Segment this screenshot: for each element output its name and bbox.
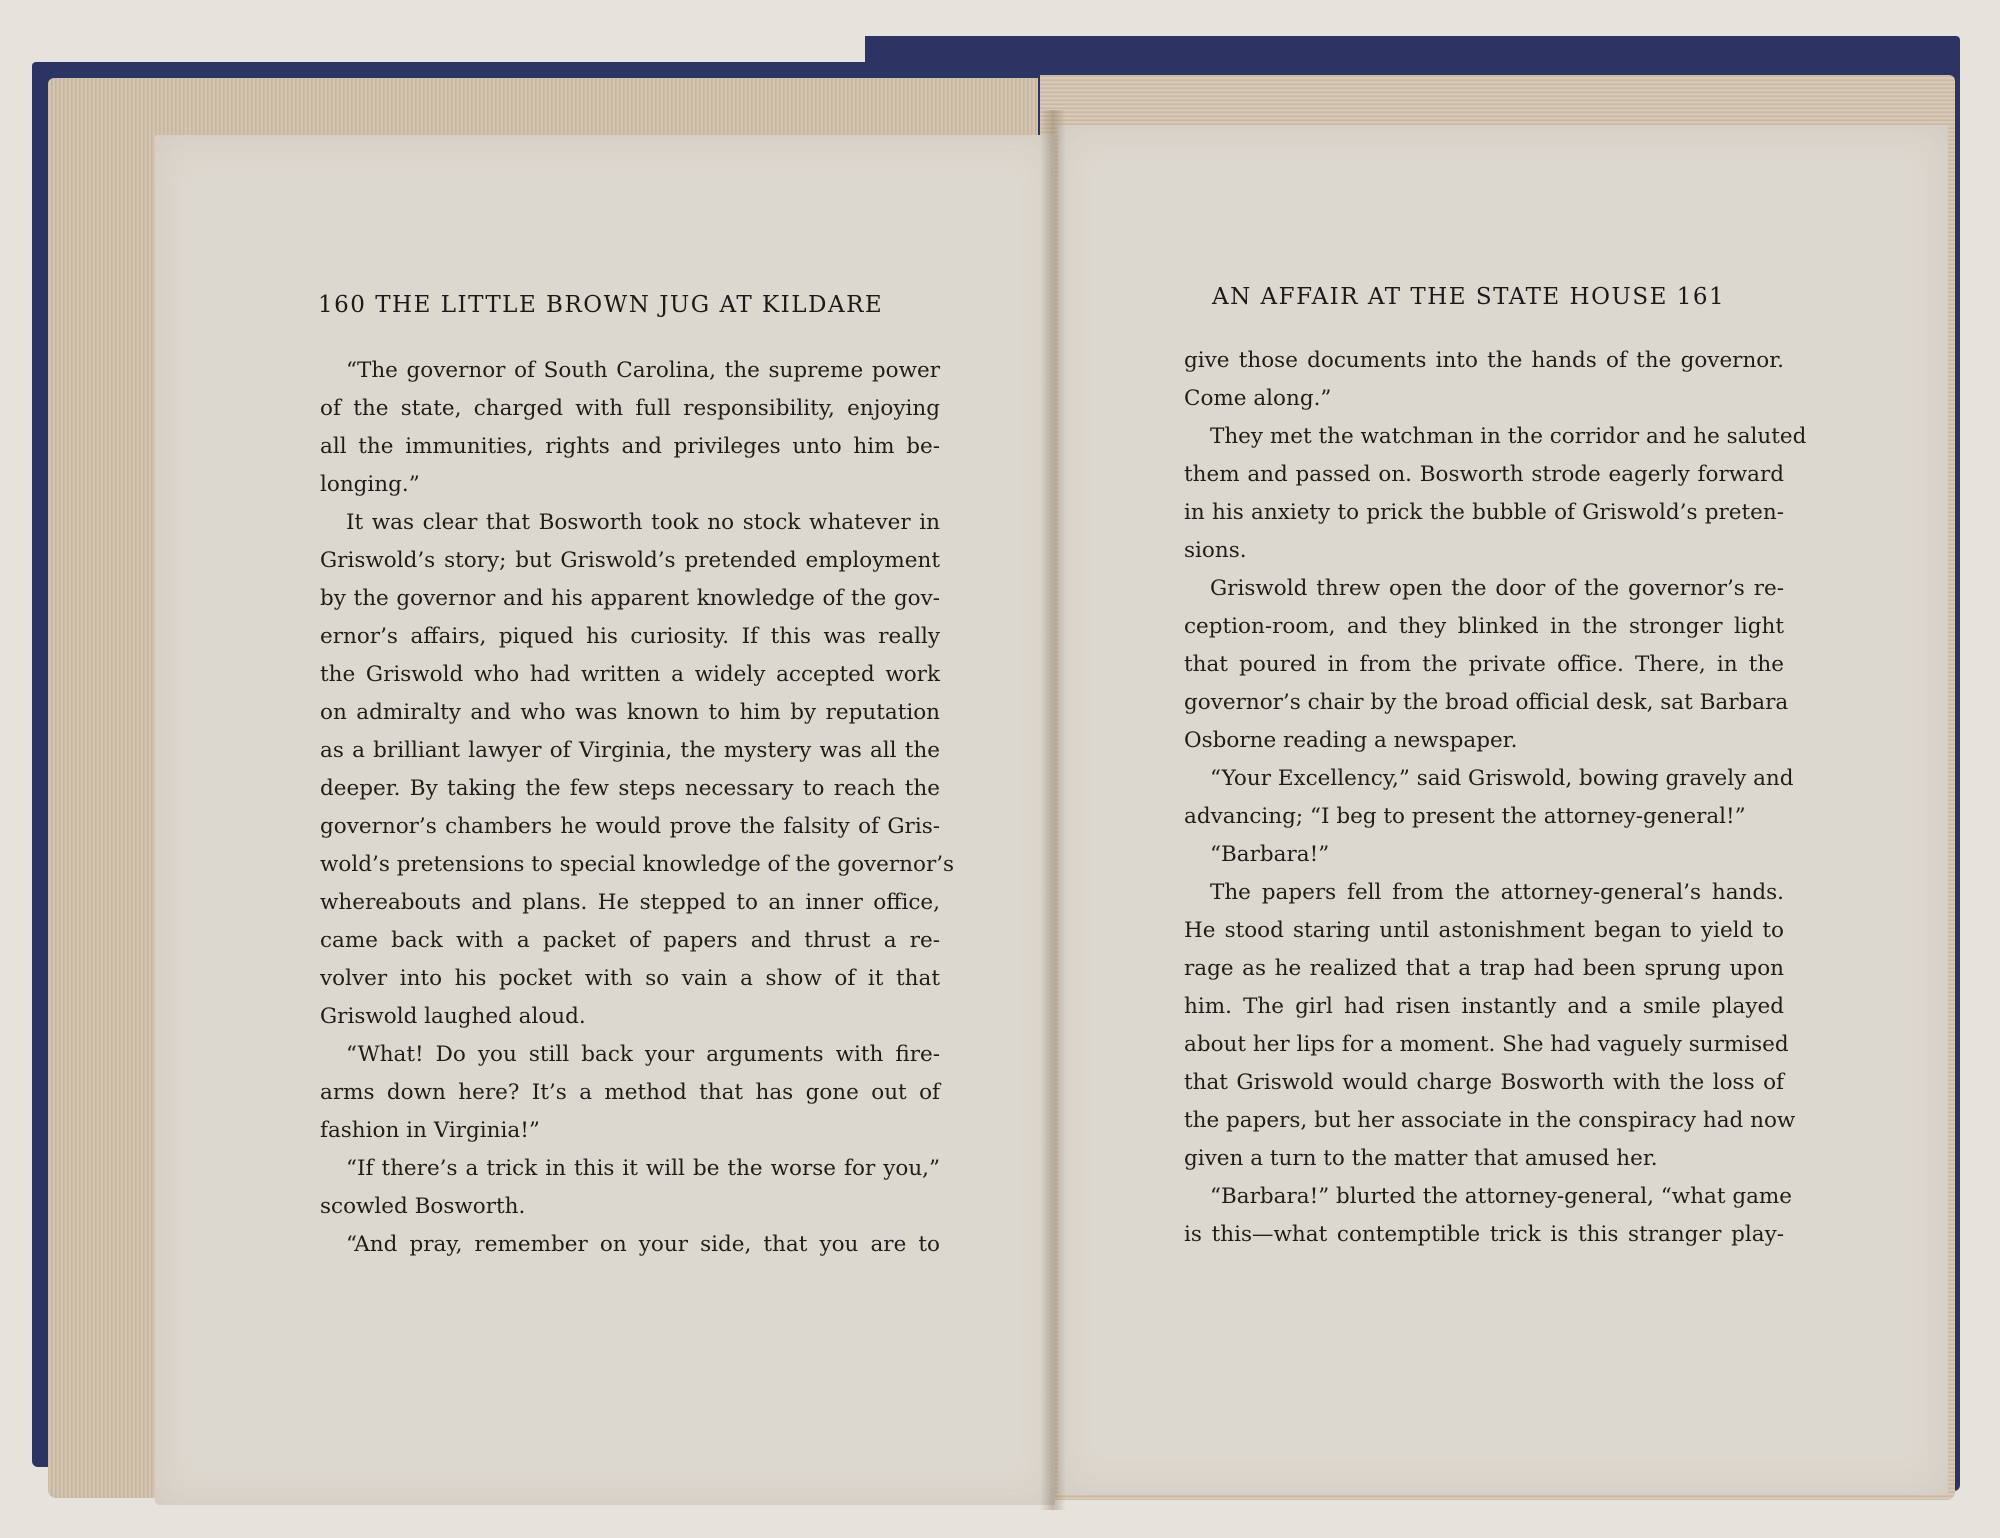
text-line: on admiralty and who was known to him by reputation bbox=[320, 700, 940, 725]
text-line: advancing; “I beg to present the attorney-general!” bbox=[1184, 804, 1746, 829]
left-running-header: 160 THE LITTLE BROWN JUG AT KILDARE bbox=[318, 292, 884, 318]
text-line: that poured in from the private office. There, in the bbox=[1184, 652, 1784, 677]
text-line: Come along.” bbox=[1184, 386, 1332, 411]
text-line: all the immunities, rights and privileges unto him be- bbox=[320, 434, 940, 459]
text-line: “If there’s a trick in this it will be the worse for you,” bbox=[346, 1156, 940, 1181]
text-line: give those documents into the hands of the governor. bbox=[1184, 348, 1784, 373]
text-line: that Griswold would charge Bosworth with the loss of bbox=[1184, 1070, 1784, 1095]
text-line: about her lips for a moment. She had vaguely surmised bbox=[1184, 1032, 1789, 1057]
text-line: governor’s chambers he would prove the falsity of Gris- bbox=[320, 814, 940, 839]
text-line: sions. bbox=[1184, 538, 1247, 563]
text-line: as a brilliant lawyer of Virginia, the mystery was all the bbox=[320, 738, 940, 763]
text-line: He stood staring until astonishment began to yield to bbox=[1184, 918, 1784, 943]
text-line: It was clear that Bosworth took no stock whatever in bbox=[346, 510, 940, 535]
text-line: “And pray, remember on your side, that you are to bbox=[346, 1232, 940, 1257]
text-line: volver into his pocket with so vain a show of it that bbox=[320, 966, 940, 991]
text-line: “What! Do you still back your arguments with fire- bbox=[346, 1042, 940, 1067]
text-line: Osborne reading a newspaper. bbox=[1184, 728, 1518, 753]
text-line: longing.” bbox=[320, 472, 420, 497]
text-line: “Barbara!” blurted the attorney-general, “what game bbox=[1210, 1184, 1793, 1209]
text-line: came back with a packet of papers and thrust a re- bbox=[320, 928, 940, 953]
text-line: is this—what contemptible trick is this stranger play- bbox=[1184, 1222, 1784, 1247]
text-line: the papers, but her associate in the conspiracy had now bbox=[1184, 1108, 1796, 1133]
text-line: them and passed on. Bosworth strode eagerly forward bbox=[1184, 462, 1784, 487]
text-line: in his anxiety to prick the bubble of Griswold’s preten- bbox=[1184, 500, 1784, 525]
right-running-header: AN AFFAIR AT THE STATE HOUSE 161 bbox=[1212, 284, 1726, 310]
text-line: deeper. By taking the few steps necessary to reach the bbox=[320, 776, 940, 801]
right-page-text bbox=[1184, 342, 1807, 1254]
text-line: given a turn to the matter that amused her. bbox=[1184, 1146, 1658, 1171]
text-line: Griswold’s story; but Griswold’s pretended employment bbox=[320, 548, 940, 573]
text-line: of the state, charged with full responsibility, enjoying bbox=[320, 396, 940, 421]
text-line: ception-room, and they blinked in the stronger light bbox=[1184, 614, 1784, 639]
text-line: ernor’s affairs, piqued his curiosity. If this was really bbox=[320, 624, 940, 649]
text-line: arms down here? It’s a method that has gone out of bbox=[320, 1080, 940, 1105]
text-line: him. The girl had risen instantly and a smile played bbox=[1184, 994, 1784, 1019]
text-line: rage as he realized that a trap had been sprung upon bbox=[1184, 956, 1784, 981]
text-line: “The governor of South Carolina, the supreme power bbox=[346, 358, 940, 383]
text-line: Griswold threw open the door of the governor’s re- bbox=[1210, 576, 1784, 601]
text-line: whereabouts and plans. He stepped to an inner office, bbox=[320, 890, 940, 915]
text-line: “Barbara!” bbox=[1210, 842, 1330, 867]
text-line: The papers fell from the attorney-general’s hands. bbox=[1210, 880, 1784, 905]
text-line: Griswold laughed aloud. bbox=[320, 1004, 586, 1029]
text-line: “Your Excellency,” said Griswold, bowing gravely and bbox=[1210, 766, 1794, 791]
text-line: by the governor and his apparent knowledge of the gov- bbox=[320, 586, 940, 611]
text-line: the Griswold who had written a widely accepted work bbox=[320, 662, 940, 687]
text-line: fashion in Virginia!” bbox=[320, 1118, 540, 1143]
text-line: They met the watchman in the corridor and he saluted bbox=[1210, 424, 1807, 449]
text-line: scowled Bosworth. bbox=[320, 1194, 526, 1219]
text-line: governor’s chair by the broad official desk, sat Barbara bbox=[1184, 690, 1789, 715]
book-gutter bbox=[1040, 110, 1066, 1510]
left-page-text bbox=[320, 352, 955, 1264]
text-line: wold’s pretensions to special knowledge of the governor’s bbox=[320, 852, 955, 877]
